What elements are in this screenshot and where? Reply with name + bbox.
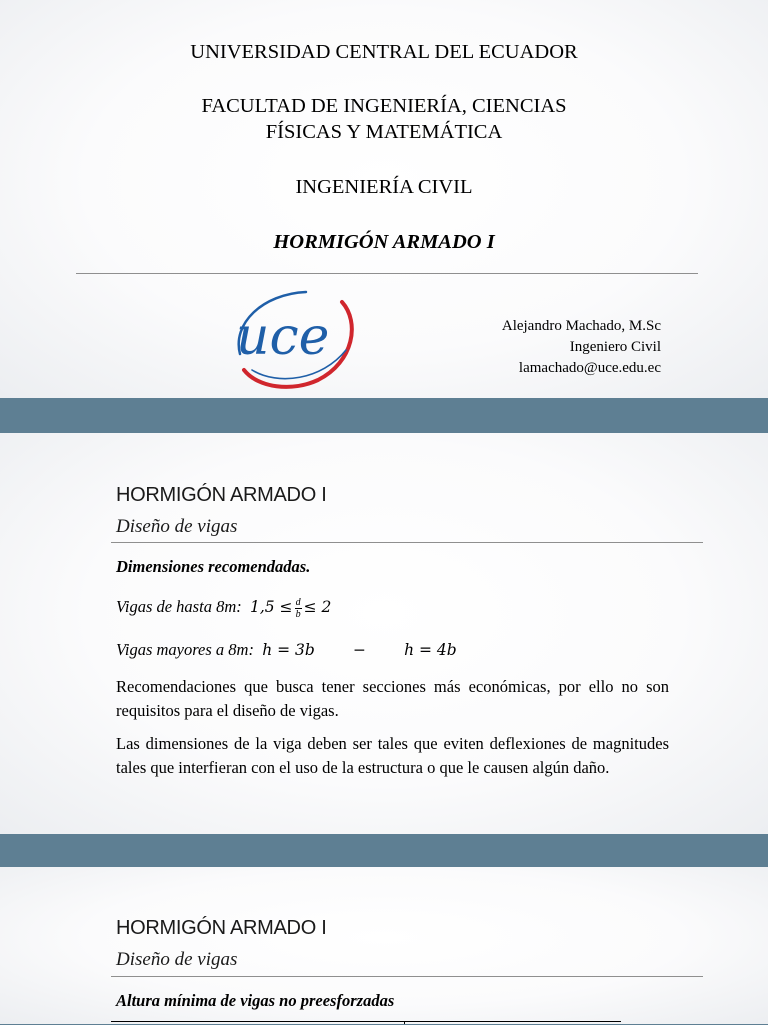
section-heading: Dimensiones recomendadas. [116, 557, 311, 576]
table-top-border [111, 1021, 621, 1025]
rule-label: Vigas mayores a 8m: [116, 640, 254, 659]
slide-separator [0, 398, 768, 433]
career-name: INGENIERÍA CIVIL [295, 176, 473, 198]
slide-subtitle: Diseño de vigas [116, 949, 238, 970]
equation-1: h = 3b [262, 641, 315, 659]
subtitle-divider [111, 976, 703, 977]
equation-separator: − [352, 641, 366, 659]
university-name: UNIVERSIDAD CENTRAL DEL ECUADOR [190, 41, 578, 63]
inequality-rhs: ≤ 2 [303, 598, 332, 616]
course-title: HORMIGÓN ARMADO I [273, 231, 495, 253]
slide-separator [0, 834, 768, 867]
equation-2: h = 4b [404, 641, 457, 659]
title-slide [0, 0, 768, 398]
paragraph-1: Recomendaciones que busca tener secciones más económicas, por ello no son requisitos para el diseño de vigas. [116, 677, 669, 720]
logo-text: uce [236, 307, 330, 367]
fraction-d-over-b: $\frac{d}{b}$ [295, 596, 301, 620]
section-heading: Altura mínima de vigas no preesforzadas [116, 991, 395, 1010]
author-email: lamachado@uce.edu.ec [518, 360, 661, 376]
content-slide [0, 433, 768, 834]
subtitle-divider [111, 542, 703, 543]
content-slide-partial [0, 867, 768, 1024]
faculty-line-1: FACULTAD DE INGENIERÍA, CIENCIAS [201, 95, 567, 117]
rule-long-beams [116, 638, 669, 663]
title-divider [76, 273, 698, 274]
faculty-line-2: FÍSICAS Y MATEMÁTICA [265, 121, 503, 143]
inequality-lhs: 1,5 ≤ [249, 598, 293, 616]
uce-logo [222, 284, 362, 392]
rule-label: Vigas de hasta 8m: [116, 597, 242, 616]
slide-subtitle: Diseño de vigas [116, 516, 238, 537]
author-title: Ingeniero Civil [569, 339, 661, 355]
author-name: Alejandro Machado, M.Sc [501, 318, 661, 334]
rule-short-beams [116, 592, 669, 622]
slide-title: HORMIGÓN ARMADO I [116, 484, 327, 506]
slide-title: HORMIGÓN ARMADO I [116, 917, 327, 939]
paragraph-2: Las dimensiones de la viga deben ser tales que eviten deflexiones de magnitudes tales que interfieran con el uso de la estructura o que le causen algún daño. [116, 734, 669, 777]
